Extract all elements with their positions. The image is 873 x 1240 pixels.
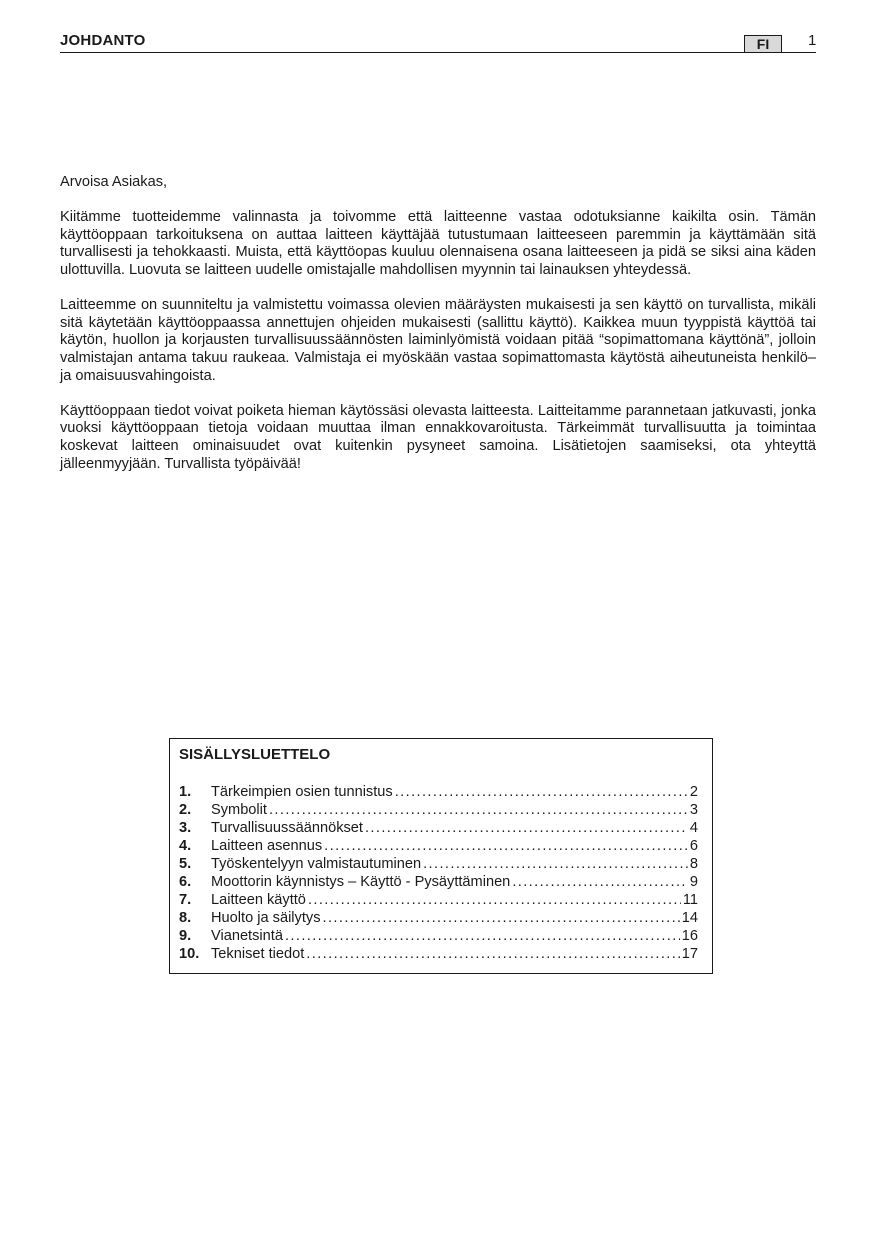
toc-dot-leader xyxy=(365,819,688,837)
toc-title: SISÄLLYSLUETTELO xyxy=(179,746,331,763)
toc-entry[interactable] xyxy=(179,891,698,909)
toc-entry[interactable] xyxy=(179,855,698,873)
toc-dot-leader xyxy=(395,783,688,801)
toc-entry-number: 6. xyxy=(179,874,192,890)
salutation: Arvoisa Asiakas, xyxy=(60,174,168,190)
toc-entry[interactable] xyxy=(179,945,698,963)
toc-dot-leader xyxy=(269,801,688,819)
toc-entry-label: Vianetsintä xyxy=(211,928,283,944)
toc-entry[interactable] xyxy=(179,837,698,855)
toc-entry-page: 4 xyxy=(689,820,698,836)
page-header xyxy=(60,32,816,53)
intro-text xyxy=(60,174,816,491)
toc-entry-page: 3 xyxy=(689,802,698,818)
toc-entry-label: Moottorin käynnistys – Käyttö - Pysäyttäminen xyxy=(211,874,511,890)
toc-entry-number: 3. xyxy=(179,820,192,836)
toc-entry-number: 4. xyxy=(179,838,192,854)
table-of-contents xyxy=(169,738,713,974)
toc-dot-leader xyxy=(512,873,688,891)
toc-entry-label: Turvallisuussäännökset xyxy=(211,820,363,836)
toc-entry-number: 8. xyxy=(179,910,192,926)
toc-dot-leader xyxy=(324,837,688,855)
toc-entry-label: Laitteen käyttö xyxy=(211,892,306,908)
section-title: JOHDANTO xyxy=(60,32,146,49)
toc-entry-page: 6 xyxy=(689,838,698,854)
language-badge: FI xyxy=(744,35,782,52)
toc-entry-number: 5. xyxy=(179,856,192,872)
toc-entry-number: 1. xyxy=(179,784,192,800)
toc-entry[interactable] xyxy=(179,801,698,819)
intro-paragraph-1: Kiitämme tuotteidemme valinnasta ja toivomme että laitteenne vastaa odotuksianne kaikilta osin. Tämän käyttöoppaan tarkoituksena on auttaa laitteen käyttäjää tutustumaan laitteeseen paremmin ja käyttämään sitä turvallisesti ja tehokkaasti. Muista, että käyttöopas kuuluu olennaisena osana laitteeseen ja pidä se siksi aina käden ulottuvilla. Luovuta se laitteen uudelle omistajalle mahdollisen myynnin tai lainauksen yhteydessä. xyxy=(60,209,816,278)
toc-entry[interactable] xyxy=(179,909,698,927)
intro-paragraph-2: Laitteemme on suunniteltu ja valmistettu voimassa olevien määräysten mukaisesti ja sen käyttö on turvallista, mikäli sitä käytetään käyttöoppaassa annettujen ohjeiden mukaisesti (sallittu käyttö). Kaikkea muun tyyppistä käyttöä tai käytön, huollon ja korjausten turvallisuussäännösten laiminlyömistä voidaan pitää “sopimattomana käyttönä”, jolloin valmistajan antama takuu raukeaa. Valmistaja ei myöskään vastaa sopimattomasta käytöstä aiheutuneista henkilö– ja omaisuusvahingoista. xyxy=(60,297,816,384)
toc-dot-leader xyxy=(323,909,680,927)
toc-entry-number: 9. xyxy=(179,928,192,944)
toc-entry[interactable] xyxy=(179,927,698,945)
toc-entry-label: Työskentelyyn valmistautuminen xyxy=(211,856,422,872)
toc-entry-label: Huolto ja säilytys xyxy=(211,910,321,926)
toc-entry-label: Laitteen asennus xyxy=(211,838,323,854)
page-number: 1 xyxy=(808,32,817,49)
intro-paragraph-3: Käyttöoppaan tiedot voivat poiketa hieman käytössäsi olevasta laitteesta. Laitteitamme parannetaan jatkuvasti, jonka vuoksi käyttöoppaan tietoja voidaan muuttaa ilman ennakkovaroitusta. Tärkeimmät turvallisuutta ja toimintaa koskevat laitteen ominaisuudet ovat kuitenkin pysyneet samoina. Lisätietojen saamiseksi, ota yhteyttä jälleenmyyjään. Turvallista työpäivää! xyxy=(60,402,816,472)
toc-entry-page: 16 xyxy=(681,928,698,944)
toc-dot-leader xyxy=(306,945,679,963)
toc-entry-number: 2. xyxy=(179,802,192,818)
toc-entry-page: 11 xyxy=(682,892,698,908)
toc-entry-page: 2 xyxy=(689,784,698,800)
toc-entry-page: 14 xyxy=(681,910,698,926)
toc-entry-number: 10. xyxy=(179,946,200,962)
toc-dot-leader xyxy=(308,891,681,909)
toc-entry[interactable] xyxy=(179,819,698,837)
toc-entry-page: 9 xyxy=(689,874,698,890)
toc-entry[interactable] xyxy=(179,873,698,891)
toc-entry-page: 17 xyxy=(681,946,698,962)
toc-entry[interactable] xyxy=(179,783,698,801)
toc-entry-label: Symbolit xyxy=(211,802,267,818)
toc-dot-leader xyxy=(423,855,688,873)
toc-entry-label: Tekniset tiedot xyxy=(211,946,305,962)
toc-entry-number: 7. xyxy=(179,892,192,908)
toc-entry-label: Tärkeimpien osien tunnistus xyxy=(211,784,393,800)
toc-entry-page: 8 xyxy=(689,856,698,872)
toc-dot-leader xyxy=(285,927,680,945)
